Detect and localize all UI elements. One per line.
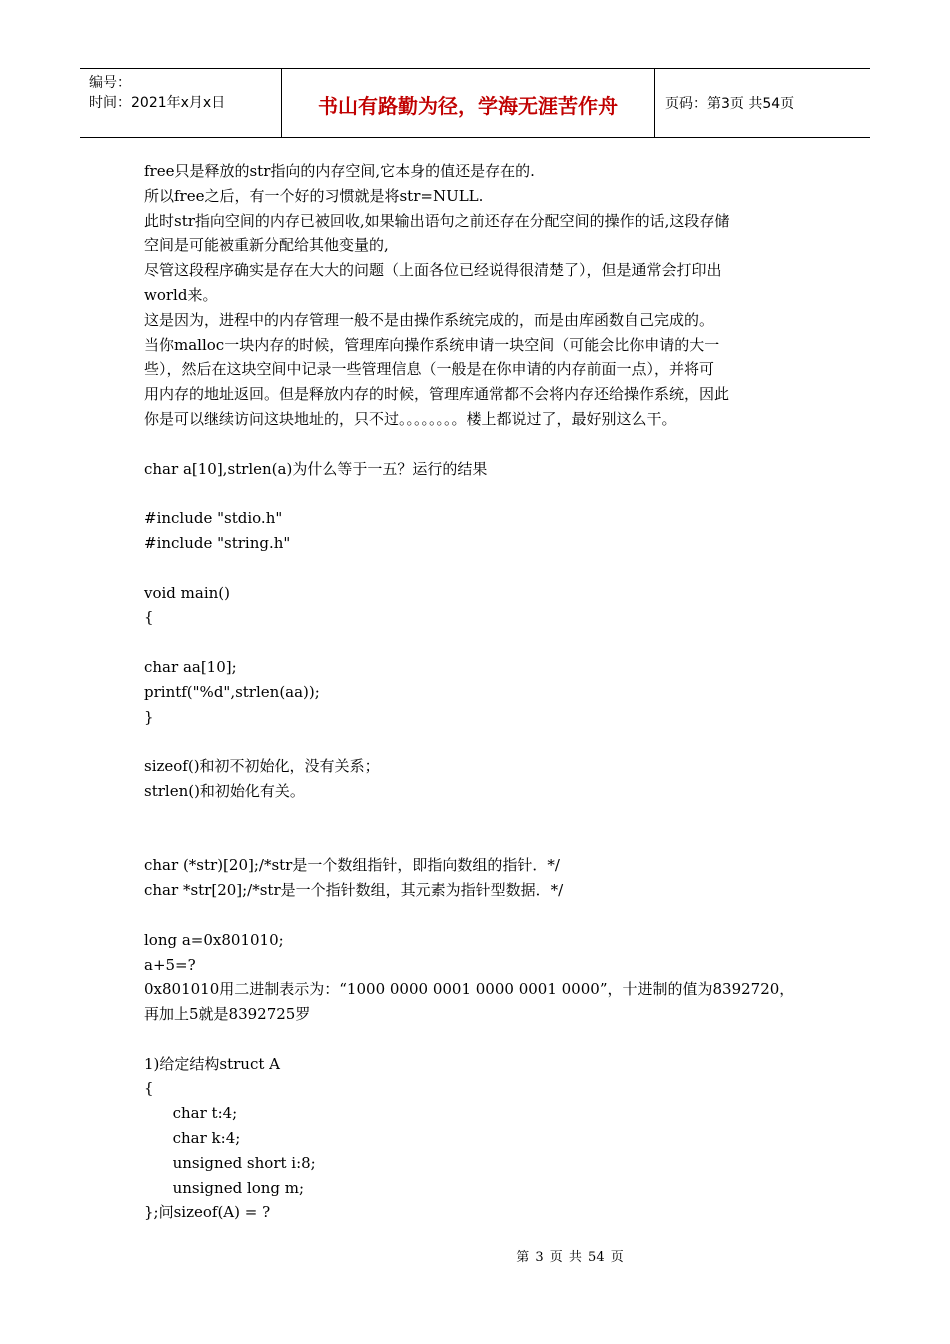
body-line: 些），然后在这块空间中记录一些管理信息（一般是在你申请的内存前面一点），并将可	[144, 360, 715, 379]
body-line: 你是可以继续访问这块地址的，只不过。。。。。。。。楼上都说过了，最好别这么干。	[144, 409, 677, 428]
body-line: 尽管这段程序确实是存在大大的问题（上面各位已经说得很清楚了），但是通常会打印出	[144, 261, 722, 280]
body-line: {	[144, 608, 154, 627]
body-line: world来。	[144, 285, 218, 304]
body-line: a+5=?	[144, 955, 196, 974]
body-line	[144, 829, 814, 854]
body-line: char *str[20];/*str是一个指针数组，其元素为指针型数据．*/	[144, 881, 564, 900]
body-line: char a[10],strlen(a)为什么等于一五？运行的结果	[144, 459, 488, 478]
body-line: char t:4;	[144, 1104, 238, 1123]
body-line: 当你malloc一块内存的时候，管理库向操作系统申请一块空间（可能会比你申请的大一	[144, 335, 720, 354]
body-line: 再加上5就是8392725罗	[144, 1005, 311, 1024]
body-line: 空间是可能被重新分配给其他变量的,	[144, 236, 389, 255]
body-line: #include "string.h"	[144, 533, 291, 552]
body-line	[144, 903, 814, 928]
document-number: 编号：	[89, 75, 131, 91]
body-line	[144, 556, 814, 581]
body-line	[144, 804, 814, 829]
page-header	[80, 68, 870, 138]
header-meta	[80, 69, 282, 137]
body-line: long a=0x801010;	[144, 930, 284, 949]
body-line	[144, 481, 814, 506]
body-line: sizeof()和初不初始化，没有关系；	[144, 757, 380, 776]
body-line: void main()	[144, 583, 231, 602]
body-line: {	[144, 1079, 154, 1098]
body-line: unsigned long m;	[144, 1178, 305, 1197]
document-body	[144, 159, 814, 1225]
document-date: 时间：2021年x月x日	[89, 95, 226, 111]
body-line	[144, 432, 814, 457]
body-line: printf("%d",strlen(aa));	[144, 682, 320, 701]
body-line: char k:4;	[144, 1129, 241, 1148]
body-line	[144, 1027, 814, 1052]
body-line: strlen()和初始化有关。	[144, 781, 305, 800]
body-line: 这是因为，进程中的内存管理一般不是由操作系统完成的，而是由库函数自己完成的。	[144, 310, 715, 329]
page-footer: 第 3 页 共 54 页	[516, 1250, 624, 1265]
body-line: unsigned short i:8;	[144, 1153, 316, 1172]
body-line	[144, 630, 814, 655]
body-line: 所以free之后，有一个好的习惯就是将str=NULL.	[144, 186, 484, 205]
body-line: 1)给定结构struct A	[144, 1054, 280, 1073]
body-line: char (*str)[20];/*str是一个数组指针，即指向数组的指针．*/	[144, 856, 560, 875]
header-motto: 书山有路勤为径，学海无涯苦作舟	[282, 69, 655, 137]
body-line: };问sizeof(A) = ?	[144, 1203, 271, 1222]
body-line: free只是释放的str指向的内存空间,它本身的值还是存在的.	[144, 162, 535, 180]
header-page-info: 页码：第3页 共54页	[665, 96, 795, 112]
body-line: #include "stdio.h"	[144, 509, 283, 528]
body-line: 0x801010用二进制表示为：“1000 0000 0001 0000 0001 0000”，十进制的值为8392720，	[144, 980, 795, 999]
body-line: 用内存的地址返回。但是释放内存的时候，管理库通常都不会将内存还给操作系统，因此	[144, 385, 730, 404]
body-line	[144, 729, 814, 754]
body-line: 此时str指向空间的内存已被回收,如果输出语句之前还存在分配空间的操作的话,这段存储	[144, 211, 730, 230]
body-line: char aa[10];	[144, 657, 237, 676]
body-line: }	[144, 707, 154, 726]
